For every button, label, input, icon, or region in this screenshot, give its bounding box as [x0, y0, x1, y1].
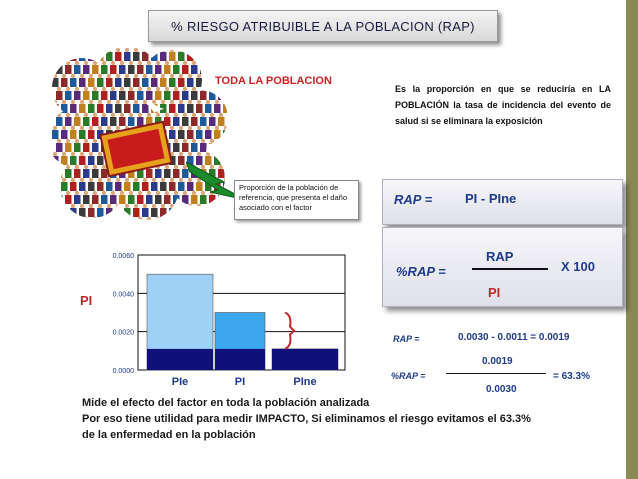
prap-formula-numerator: RAP — [486, 249, 514, 264]
chart-bar-baseline-segment — [147, 349, 213, 370]
calc-rap-value: 0.0030 - 0.0011 = 0.0019 — [458, 332, 570, 343]
conclusion-line-3: de la enfermedad en la población — [82, 429, 256, 441]
chart-y-tick-label: 0.0040 — [112, 291, 134, 299]
population-label: TODA LA POBLACION — [215, 75, 332, 87]
incidence-bar-chart — [80, 240, 350, 395]
calc-prap-denominator: 0.0030 — [486, 384, 517, 395]
calc-prap-numerator: 0.0019 — [482, 356, 513, 367]
conclusion-text — [82, 395, 622, 443]
chart-bar-baseline-segment — [272, 349, 338, 370]
conclusion-line-2: Por eso tiene utilidad para medir IMPACTO, Si eliminamos el riesgo evitamos el 63.3% — [82, 413, 531, 425]
chart-bar-baseline-segment — [215, 349, 265, 370]
prap-fraction-bar — [472, 268, 548, 270]
chart-x-tick-label: PIe — [171, 376, 189, 388]
slide-title-text: % RIESGO ATRIBUIBLE A LA POBLACION (RAP) — [171, 18, 475, 34]
chart-y-axis-label: PI — [80, 293, 93, 308]
prap-formula-multiplier: X 100 — [561, 259, 595, 274]
highlighted-group — [100, 122, 171, 176]
rap-formula-expression: PI - PIne — [465, 191, 517, 206]
rap-formula-label: RAP = — [394, 192, 433, 207]
chart-x-tick-label: PIne — [293, 376, 317, 388]
slide-title — [148, 10, 498, 42]
prap-formula-label: %RAP = — [396, 264, 446, 279]
rap-definition: Es la proporción en que se reduciría en LA POBLACIÓN la tasa de incidencia del evento de salud si se eliminara la exposición — [395, 84, 611, 126]
calc-prap-label: %RAP = — [391, 371, 426, 381]
prap-formula-denominator: PI — [488, 285, 501, 300]
calc-prap-result: = 63.3% — [553, 371, 590, 382]
population-callout: Proporción de la población de referencia, que presenta el daño asociado con el factor — [234, 180, 359, 220]
calc-rap-label: RAP = — [393, 334, 420, 344]
chart-y-tick-label: 0.0000 — [112, 368, 134, 375]
chart-y-tick-label: 0.0020 — [112, 329, 134, 337]
decorative-side-strip — [626, 0, 638, 479]
conclusion-line-1: Mide el efecto del factor en toda la población analizada — [82, 397, 370, 409]
chart-x-tick-label: PI — [234, 376, 246, 388]
calc-prap-fraction-bar — [446, 373, 546, 374]
chart-y-tick-label: 0.0060 — [112, 253, 134, 260]
